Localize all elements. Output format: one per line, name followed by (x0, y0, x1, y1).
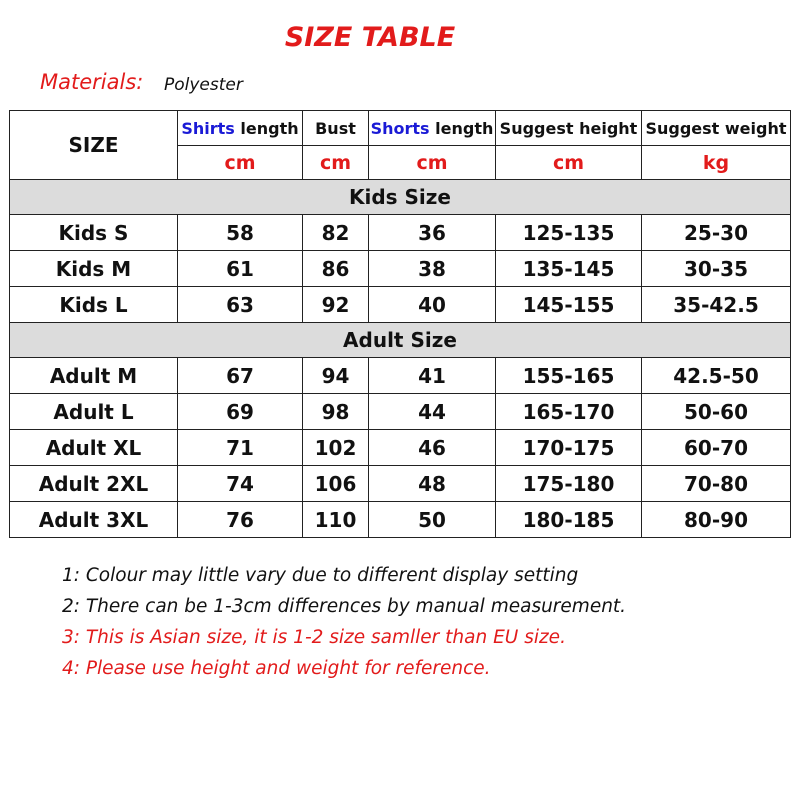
shorts-length-header (369, 111, 496, 146)
unit-cell: kg (642, 146, 791, 180)
table-cell: 106 (303, 466, 369, 502)
section-title: Adult Size (10, 323, 791, 358)
materials-label: Materials: (40, 70, 144, 94)
bust-header: Bust (303, 111, 369, 146)
shirts-length-header (178, 111, 303, 146)
size-name-cell: Adult 2XL (10, 466, 178, 502)
table-row (10, 466, 791, 502)
header-row (10, 111, 791, 146)
table-cell: 48 (369, 466, 496, 502)
table-cell: 125-135 (496, 215, 642, 251)
shorts-highlight: Shorts (370, 118, 430, 138)
table-cell: 70-80 (642, 466, 791, 502)
table-cell: 86 (303, 251, 369, 287)
size-name-cell: Adult L (10, 394, 178, 430)
size-table-body (10, 111, 791, 538)
shirts-highlight: Shirts (181, 118, 235, 138)
size-name-cell: Adult M (10, 358, 178, 394)
size-name-cell: Kids S (10, 215, 178, 251)
section-header-row (10, 180, 791, 215)
table-cell: 41 (369, 358, 496, 394)
table-cell: 74 (178, 466, 303, 502)
note-item: 2: There can be 1-3cm differences by manual measurement. (62, 596, 627, 617)
unit-cell: cm (369, 146, 496, 180)
table-row (10, 215, 791, 251)
table-cell: 145-155 (496, 287, 642, 323)
size-name-cell: Adult 3XL (10, 502, 178, 538)
table-cell: 36 (369, 215, 496, 251)
table-cell: 67 (178, 358, 303, 394)
table-cell: 42.5-50 (642, 358, 791, 394)
suggest-height-header: Suggest height (496, 111, 642, 146)
table-cell: 69 (178, 394, 303, 430)
notes-list (62, 560, 626, 684)
note-item-warning: 4: Please use height and weight for reference. (62, 658, 491, 679)
note-item-warning: 3: This is Asian size, it is 1-2 size samller than EU size. (62, 627, 566, 648)
size-name-cell: Adult XL (10, 430, 178, 466)
table-cell: 80-90 (642, 502, 791, 538)
table-cell: 71 (178, 430, 303, 466)
size-name-cell: Kids M (10, 251, 178, 287)
unit-cell: cm (496, 146, 642, 180)
table-cell: 58 (178, 215, 303, 251)
table-cell: 94 (303, 358, 369, 394)
table-cell: 63 (178, 287, 303, 323)
table-cell: 170-175 (496, 430, 642, 466)
table-row (10, 394, 791, 430)
table-cell: 38 (369, 251, 496, 287)
table-cell: 165-170 (496, 394, 642, 430)
table-cell: 155-165 (496, 358, 642, 394)
section-title: Kids Size (10, 180, 791, 215)
table-cell: 180-185 (496, 502, 642, 538)
table-row (10, 430, 791, 466)
size-column-header: SIZE (10, 111, 178, 180)
suggest-weight-header: Suggest weight (642, 111, 791, 146)
unit-cell: cm (303, 146, 369, 180)
table-cell: 92 (303, 287, 369, 323)
table-cell: 175-180 (496, 466, 642, 502)
table-cell: 30-35 (642, 251, 791, 287)
table-cell: 40 (369, 287, 496, 323)
table-cell: 61 (178, 251, 303, 287)
unit-cell: cm (178, 146, 303, 180)
table-cell: 98 (303, 394, 369, 430)
size-name-cell: Kids L (10, 287, 178, 323)
table-cell: 44 (369, 394, 496, 430)
table-cell: 76 (178, 502, 303, 538)
section-header-row (10, 323, 791, 358)
table-cell: 46 (369, 430, 496, 466)
shorts-length-rest: length (429, 118, 494, 138)
table-row (10, 358, 791, 394)
page-title: SIZE TABLE (284, 22, 456, 53)
shirts-length-rest: length (234, 118, 299, 138)
table-cell: 25-30 (642, 215, 791, 251)
note-item: 1: Colour may little vary due to different display setting (62, 565, 579, 586)
table-cell: 82 (303, 215, 369, 251)
table-cell: 50-60 (642, 394, 791, 430)
materials-value: Polyester (164, 75, 243, 95)
size-table (9, 110, 791, 538)
table-cell: 110 (303, 502, 369, 538)
table-row (10, 502, 791, 538)
table-cell: 35-42.5 (642, 287, 791, 323)
table-row (10, 287, 791, 323)
table-cell: 50 (369, 502, 496, 538)
table-row (10, 251, 791, 287)
table-cell: 60-70 (642, 430, 791, 466)
table-cell: 102 (303, 430, 369, 466)
table-cell: 135-145 (496, 251, 642, 287)
